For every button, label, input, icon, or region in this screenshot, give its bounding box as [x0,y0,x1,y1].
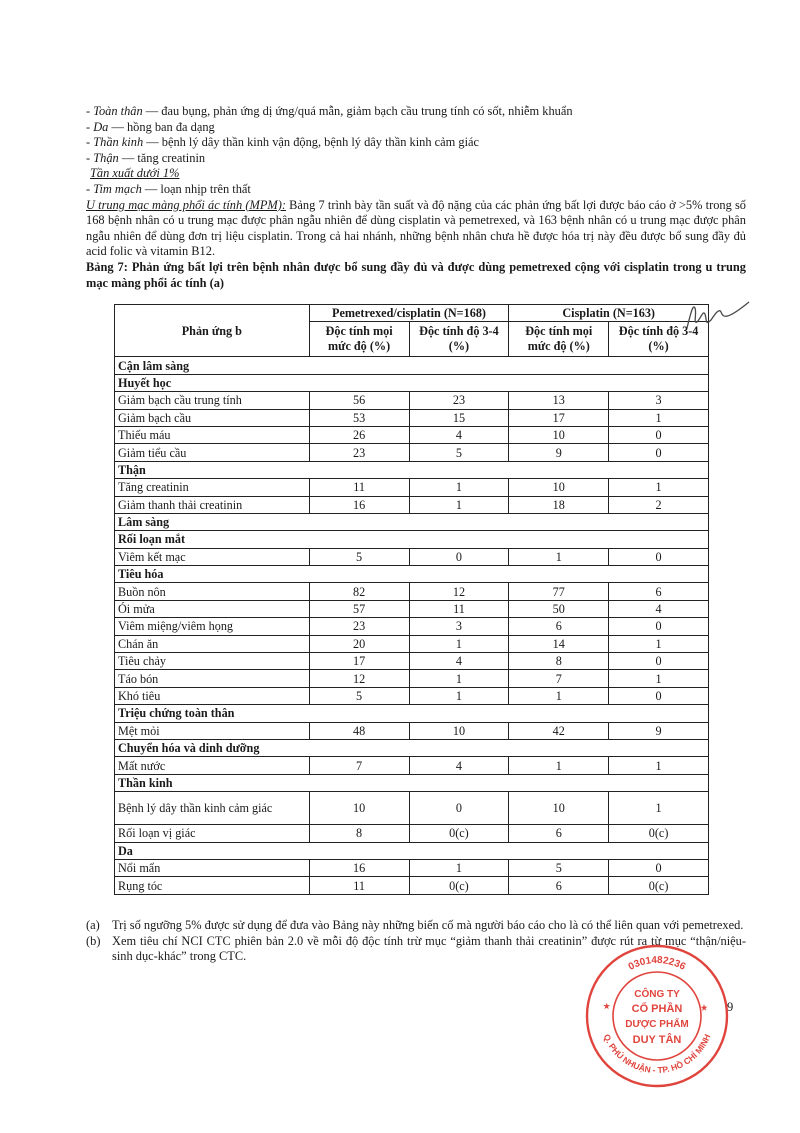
cell-value: 16 [309,496,409,513]
cell-value: 11 [309,479,409,496]
table-row [115,635,709,652]
table-row [115,670,709,687]
cell-value: 1 [409,635,509,652]
section-row [115,461,709,478]
cell-value: 0(c) [609,825,709,842]
subheader-grade-3-4: Độc tính độ 3-4 (%) [609,322,709,357]
cell-value: 10 [509,792,609,825]
cell-value: 10 [409,722,509,739]
cell-value: 20 [309,635,409,652]
table-caption: Bảng 7: Phản ứng bất lợi trên bệnh nhân được bổ sung đầy đủ và được dùng pemetrexed cộng với cisplatin trong u trung mạc màng phổi ác tính (a) [86,259,746,290]
reaction-name: Giảm tiểu cầu [115,444,310,461]
section-label: Rối loạn mắt [115,531,709,548]
table-row [115,757,709,774]
stamp-line-4: DUY TÂN [632,1034,682,1046]
cell-value: 7 [309,757,409,774]
cell-value: 1 [609,670,709,687]
section-row [115,842,709,859]
mpm-text: Bảng 7 trình bày tần suất và độ nặng của các phản ứng bất lợi được báo cáo ở >5% trong số 168 bệnh nhân có u trung mạc được phân ngẫu nhiên để dùng cisplatin và pemetrexed, và 163 bệnh nhân có u trung mạc được phân ngẫu nhiên để dùng đơn trị liệu cisplatin. Trong cả hai nhánh, những bệnh nhân chưa hề được hóa trị này đều được bổ sung đầy đủ acid folic và vitamin B12. [86,197,746,259]
line-text: hồng ban đa dạng [126,119,215,134]
toxicity-line-general: - Toàn thân — đau bụng, phản ứng dị ứng/quá mẫn, giảm bạch cầu trung tính có sốt, nhiễm khuẩn [86,104,573,118]
section-row [115,566,709,583]
stamp-line-2: CỔ PHẦN [631,1003,683,1015]
cell-value: 77 [509,583,609,600]
reaction-name: Giảm bạch cầu [115,409,310,426]
cell-value: 0 [409,548,509,565]
reaction-name: Tiêu chảy [115,653,310,670]
line-label: Da [93,119,109,134]
cell-value: 17 [309,653,409,670]
table-row [115,859,709,876]
section-row [115,774,709,791]
reaction-name: Giảm thanh thải creatinin [115,496,310,513]
section-row [115,739,709,756]
reaction-name: Bệnh lý dây thần kinh cảm giác [115,792,310,825]
cell-value: 1 [409,496,509,513]
cell-value: 0(c) [409,825,509,842]
cell-value: 0(c) [409,877,509,894]
cell-value: 0(c) [609,877,709,894]
svg-text:★: ★ [698,1002,711,1014]
mpm-heading: U trung mạc màng phổi ác tính (MPM): [86,197,286,212]
section-label: Triệu chứng toàn thân [115,705,709,722]
cell-value: 7 [509,670,609,687]
table-row [115,792,709,825]
cell-value: 8 [509,653,609,670]
cell-value: 53 [309,409,409,426]
cell-value: 6 [509,618,609,635]
section-label: Lâm sàng [115,513,709,530]
cell-value: 4 [609,600,709,617]
table-row [115,479,709,496]
cell-value: 1 [609,409,709,426]
cell-value: 0 [609,548,709,565]
cell-value: 1 [409,670,509,687]
line-label: Thận [93,150,119,165]
table-row [115,583,709,600]
toxicity-line-skin: - Da — hồng ban đa dạng [86,119,215,134]
cell-value: 3 [609,392,709,409]
cell-value: 1 [409,687,509,704]
cell-value: 0 [609,653,709,670]
adverse-reactions-table [114,304,709,895]
section-row [115,705,709,722]
cell-value: 26 [309,426,409,443]
page-number: 9 [727,1000,734,1014]
section-row [115,513,709,530]
cell-value: 0 [609,859,709,876]
cell-value: 6 [509,825,609,842]
stamp-tax-code: 0301482236 [626,954,688,973]
subheader-grade-3-4: Độc tính độ 3-4 (%) [409,322,509,357]
cell-value: 1 [509,548,609,565]
subheader-all-grades: Độc tính mọi mức độ (%) [509,322,609,357]
section-label: Da [115,842,709,859]
cell-value: 9 [509,444,609,461]
cell-value: 1 [509,757,609,774]
section-label: Cận lâm sàng [115,357,709,374]
frequency-heading [86,166,746,182]
section-label: Tiêu hóa [115,566,709,583]
reaction-name: Mất nước [115,757,310,774]
signature-mark [683,298,753,338]
cell-value: 23 [309,444,409,461]
section-label: Thần kinh [115,774,709,791]
cell-value: 1 [609,792,709,825]
cell-value: 10 [509,426,609,443]
cell-value: 1 [609,635,709,652]
cell-value: 12 [409,583,509,600]
stamp-line-1: CÔNG TY [634,989,680,1000]
line-label: Thần kinh [93,135,144,150]
reaction-name: Tăng creatinin [115,479,310,496]
reaction-name: Rối loạn vị giác [115,825,310,842]
reaction-name: Khó tiêu [115,687,310,704]
cell-value: 42 [509,722,609,739]
cell-value: 56 [309,392,409,409]
cell-value: 3 [409,618,509,635]
table-row [115,600,709,617]
cell-value: 11 [409,600,509,617]
reaction-name: Táo bón [115,670,310,687]
table-row [115,722,709,739]
cell-value: 10 [309,792,409,825]
section-row [115,531,709,548]
cell-value: 1 [609,757,709,774]
line-label: Toàn thân [93,104,143,118]
frequency-heading-text: Tần xuất dưới 1% [90,166,180,181]
cell-value: 8 [309,825,409,842]
cell-value: 2 [609,496,709,513]
footnote-a [86,918,746,934]
cell-value: 17 [509,409,609,426]
cell-value: 4 [409,653,509,670]
cell-value: 6 [509,877,609,894]
cell-value: 5 [309,687,409,704]
reaction-name: Buồn nôn [115,583,310,600]
cell-value: 5 [309,548,409,565]
cell-value: 1 [409,859,509,876]
table-row [115,409,709,426]
group-header-pem-cis: Pemetrexed/cisplatin (N=168) [309,305,509,322]
cell-value: 9 [609,722,709,739]
cell-value: 1 [609,479,709,496]
cell-value: 11 [309,877,409,894]
cell-value: 23 [409,392,509,409]
stamp-line-3: DƯỢC PHẨM [625,1019,689,1030]
table-row [115,653,709,670]
footnote-key: (a) [86,918,100,932]
reaction-name: Chán ăn [115,635,310,652]
cell-value: 0 [409,792,509,825]
section-label: Huyết học [115,374,709,391]
toxicity-line-renal: - Thận — tăng creatinin [86,150,206,165]
line-text: tăng creatinin [137,150,206,165]
cell-value: 0 [609,618,709,635]
cell-value: 50 [509,600,609,617]
reaction-name: Thiếu máu [115,426,310,443]
cell-value: 57 [309,600,409,617]
stamp-ring-text: Q. PHÚ NHUẬN - TP. HỒ CHÍ MINH [601,1032,713,1076]
toxicity-line-cardio: - Tim mạch — loạn nhịp trên thất [86,181,251,196]
reaction-name: Mệt mỏi [115,722,310,739]
line-text: đau bụng, phản ứng dị ứng/quá mẫn, giảm bạch cầu trung tính có sốt, nhiễm khuẩn [161,104,573,118]
table-row [115,877,709,894]
cell-value: 12 [309,670,409,687]
cell-value: 0 [609,687,709,704]
table-row [115,496,709,513]
toxicity-line-neuro: - Thần kinh — bệnh lý dây thần kinh vận động, bệnh lý dây thần kinh cảm giác [86,135,480,150]
col-reaction-header: Phản ứng b [115,305,310,357]
line-text: loạn nhịp trên thất [160,181,251,196]
reaction-name: Rụng tóc [115,877,310,894]
footnote-key: (b) [86,933,101,948]
table-header-row [115,305,709,322]
cell-value: 10 [509,479,609,496]
line-text: bệnh lý dây thần kinh vận động, bệnh lý dây thần kinh cảm giác [161,135,480,150]
reaction-name: Ói mửa [115,600,310,617]
section-label: Thận [115,461,709,478]
table-row [115,687,709,704]
table-row [115,426,709,443]
subheader-all-grades: Độc tính mọi mức độ (%) [309,322,409,357]
section-row [115,357,709,374]
cell-value: 15 [409,409,509,426]
cell-value: 5 [509,859,609,876]
cell-value: 82 [309,583,409,600]
intro-text [86,104,746,291]
table-row [115,825,709,842]
cell-value: 48 [309,722,409,739]
reaction-name: Viêm kết mạc [115,548,310,565]
cell-value: 1 [509,687,609,704]
cell-value: 4 [409,426,509,443]
svg-text:★: ★ [600,1000,613,1012]
cell-value: 16 [309,859,409,876]
footnote-text: Xem tiêu chí NCI CTC phiên bản 2.0 về mỗi độ độc tính trừ mục “giảm thanh thải creatinin” được rút ra từ mục “thận/niệu-sinh dục-khác” trong CTC. [112,933,746,964]
mpm-paragraph [86,198,746,260]
cell-value: 1 [409,479,509,496]
table-row [115,392,709,409]
cell-value: 4 [409,757,509,774]
cell-value: 23 [309,618,409,635]
cell-value: 13 [509,392,609,409]
reaction-name: Viêm miệng/viêm họng [115,618,310,635]
line-label: Tim mạch [93,181,142,196]
reaction-name: Nổi mẩn [115,859,310,876]
footnote-text: Trị số ngưỡng 5% được sử dụng để đưa vào Bảng này những biến cố mà người báo cáo cho là có thể liên quan với pemetrexed. [112,918,744,932]
cell-value: 5 [409,444,509,461]
cell-value: 0 [609,426,709,443]
reaction-name: Giảm bạch cầu trung tính [115,392,310,409]
company-stamp [584,943,730,1089]
table-row [115,548,709,565]
section-row [115,374,709,391]
cell-value: 18 [509,496,609,513]
cell-value: 6 [609,583,709,600]
section-label: Chuyển hóa và dinh dưỡng [115,739,709,756]
table-row [115,618,709,635]
group-header-cis: Cisplatin (N=163) [509,305,709,322]
cell-value: 0 [609,444,709,461]
cell-value: 14 [509,635,609,652]
table-row [115,444,709,461]
